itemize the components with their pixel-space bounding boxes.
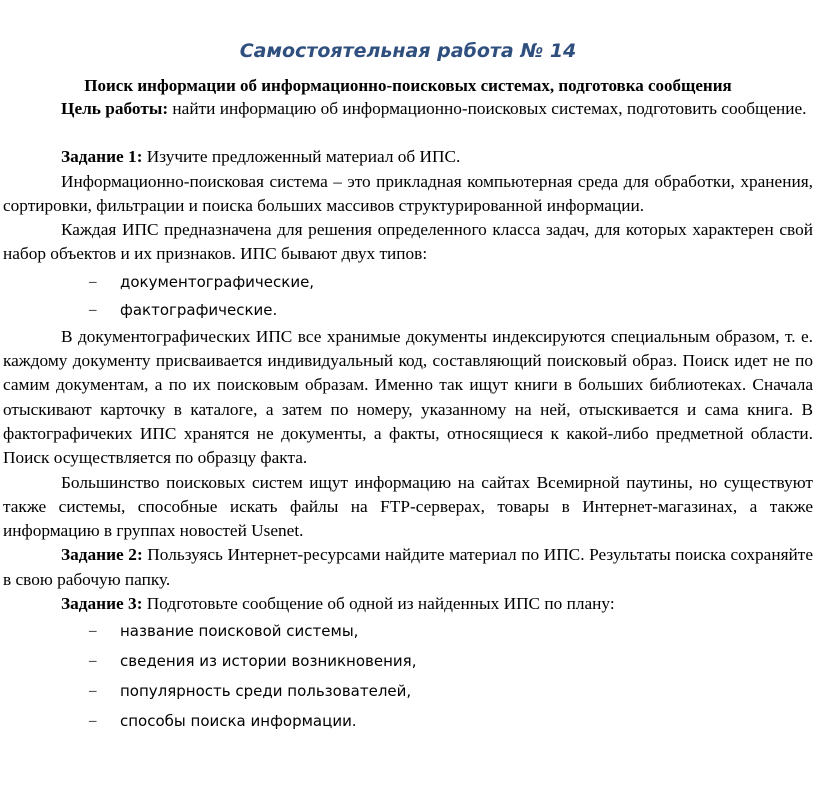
task1-paragraph — [3, 145, 813, 169]
types-list — [3, 267, 813, 325]
task3-paragraph — [3, 592, 813, 616]
plan-list — [3, 616, 813, 736]
definition-paragraph: Информационно-поисковая система – это прикладная компьютерная среда для обработки, хранения, сортировки, фильтрации и поиска больших массивов структурированной информации. — [3, 171, 813, 215]
dash-bullet: – — [89, 713, 97, 730]
list-item-text: фактографические. — [120, 300, 278, 319]
dash-bullet: – — [89, 301, 97, 318]
document-body — [3, 97, 813, 736]
spacer — [3, 121, 813, 145]
dash-bullet: – — [89, 273, 97, 290]
list-item-text: способы поиска информации. — [120, 712, 357, 731]
page-title: Самостоятельная работа № 14 — [239, 40, 577, 62]
task2-text: Пользуясь Интернет-ресурсами найдите материал по ИПС. Результаты поиска сохраняйте в свою рабочую папку. — [3, 545, 813, 589]
task1-label: Задание 1: — [61, 147, 143, 167]
list-item — [3, 616, 813, 646]
types-paragraph: Каждая ИПС предназначена для решения определенного класса задач, для которых характерен свой набор объектов и их признаков. ИПС бывают двух типов: — [3, 220, 813, 264]
dash-bullet: – — [89, 683, 97, 700]
task2-paragraph — [3, 543, 813, 592]
goal-paragraph — [3, 97, 813, 121]
web-search-paragraph: Большинство поисковых систем ищут информацию на сайтах Всемирной паутины, но существуют также системы, способные искать файлы на FTP-серверах, товары в Интернет-магазинах, а также информацию в группах новостей Usenet. — [3, 472, 813, 541]
documentographic-paragraph: В документографических ИПС все хранимые документы индексируются специальным образом, т. е. каждому документу присваивается индивидуальный код, составляющий поисковый образ. Поиск идет не по самим документам, а по их поисковым образам. Именно так ищут книги в больших библиотеках. Сначала отыскивают карточку в каталоге, а затем по номеру, указанному на ней, отыскивается и сама книга. В фактографичеких ИПС хранятся не документы, а факты, относящиеся к какой-либо предметной области. Поиск осуществляется по образцу факта. — [3, 326, 813, 468]
list-item-text: документографические, — [120, 272, 315, 291]
task2-label: Задание 2: — [61, 545, 143, 565]
page-subtitle: Поиск информации об информационно-поисковых системах, подготовка сообщения — [84, 76, 732, 95]
list-item — [3, 267, 813, 295]
list-item-text: сведения из истории возникновения, — [120, 652, 417, 671]
task1-text: Изучите предложенный материал об ИПС. — [142, 147, 461, 167]
goal-label: Цель работы: — [61, 99, 169, 118]
list-item — [3, 706, 813, 736]
list-item-text: популярность среди пользователей, — [120, 682, 412, 701]
task3-label: Задание 3: — [61, 594, 143, 614]
list-item-text: название поисковой системы, — [120, 622, 359, 641]
goal-text: найти информацию об информационно-поисковых системах, подготовить сообщение. — [168, 99, 807, 118]
list-item — [3, 646, 813, 676]
list-item — [3, 676, 813, 706]
dash-bullet: – — [89, 653, 97, 670]
dash-bullet: – — [89, 623, 97, 640]
list-item — [3, 295, 813, 325]
task3-text: Подготовьте сообщение об одной из найденных ИПС по плану: — [142, 594, 615, 614]
